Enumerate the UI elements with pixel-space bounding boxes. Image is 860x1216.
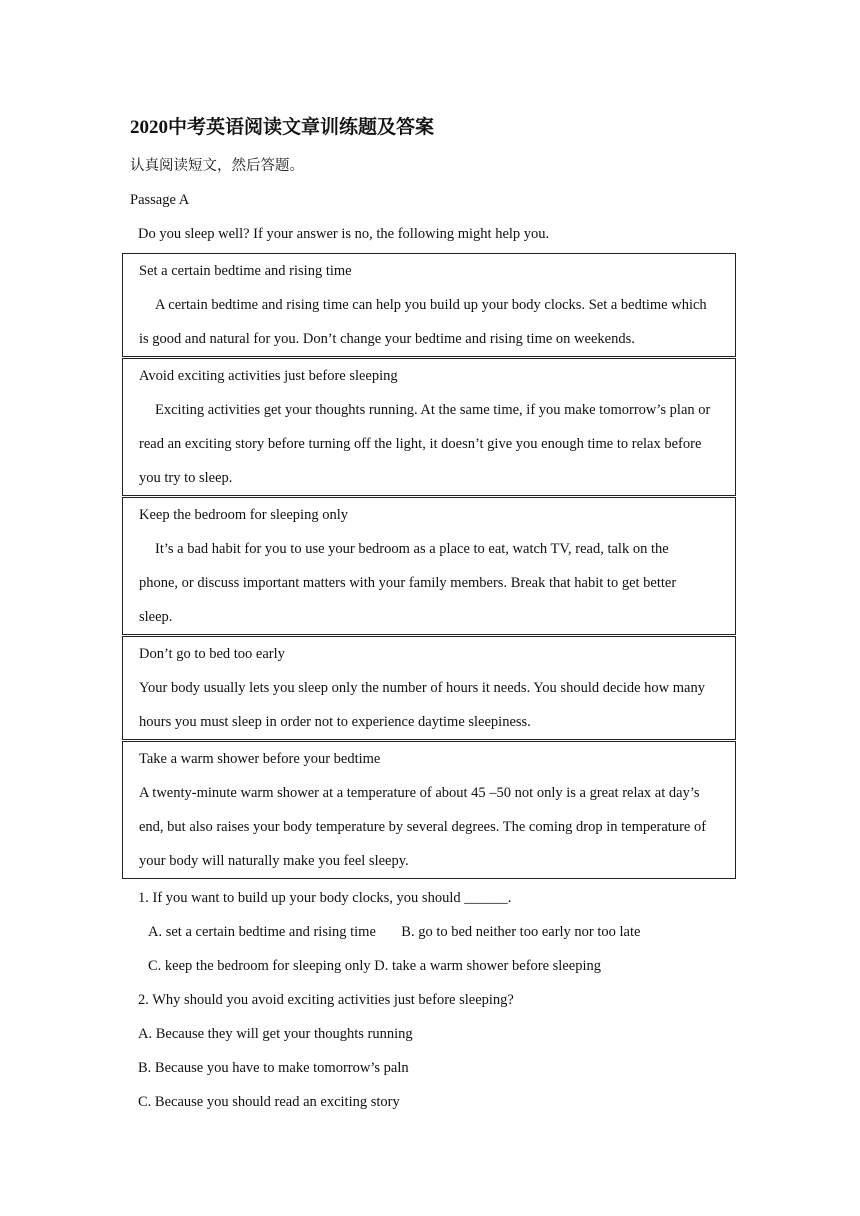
- tip-box-early-bed: [122, 636, 736, 740]
- tip-text-line: phone, or discuss important matters with your family members. Break that habit to get better: [139, 575, 677, 591]
- tip-text-line: read an exciting story before turning off the light, it doesn’t give you enough time to relax before: [139, 436, 702, 452]
- tip-text-line: Exciting activities get your thoughts running. At the same time, if you make tomorrow’s plan or: [155, 402, 711, 418]
- tip-box-bedroom: [122, 497, 736, 635]
- tip-text-line: is good and natural for you. Don’t change your bedtime and rising time on weekends.: [139, 331, 635, 347]
- question-options-line: C. keep the bedroom for sleeping only D. take a warm shower before sleeping: [148, 958, 601, 974]
- tip-text-line: It’s a bad habit for you to use your bedroom as a place to eat, watch TV, read, talk on the: [155, 541, 669, 557]
- tip-box-exciting-activities: [122, 358, 736, 496]
- tip-box-warm-shower: [122, 741, 736, 879]
- tip-heading: Take a warm shower before your bedtime: [139, 751, 381, 767]
- tip-text-line: end, but also raises your body temperature by several degrees. The coming drop in temperature of: [139, 819, 707, 835]
- document-title: 2020中考英语阅读文章训练题及答案: [130, 117, 435, 138]
- tip-text-line: Your body usually lets you sleep only the number of hours it needs. You should decide how many: [139, 680, 705, 696]
- tip-text-line: hours you must sleep in order not to experience daytime sleepiness.: [139, 714, 531, 730]
- tip-text-line: you try to sleep.: [139, 470, 233, 486]
- tip-heading: Keep the bedroom for sleeping only: [139, 507, 348, 523]
- question-option: A. Because they will get your thoughts running: [138, 1026, 413, 1042]
- tip-heading: Set a certain bedtime and rising time: [139, 263, 352, 279]
- tip-text-line: sleep.: [139, 609, 173, 625]
- tip-text-line: your body will naturally make you feel sleepy.: [139, 853, 409, 869]
- passage-label: Passage A: [130, 192, 190, 208]
- question-option: C. Because you should read an exciting story: [138, 1094, 400, 1110]
- instruction-text: 认真阅读短文，然后答题。: [130, 158, 304, 174]
- question-stem: 1. If you want to build up your body clocks, you should ______.: [138, 890, 512, 906]
- tip-heading: Don’t go to bed too early: [139, 646, 285, 662]
- tip-text-line: A twenty-minute warm shower at a temperature of about 45 –50 not only is a great relax at day’s: [139, 785, 700, 801]
- question-option: B. Because you have to make tomorrow’s paln: [138, 1060, 409, 1076]
- tip-heading: Avoid exciting activities just before sleeping: [139, 368, 398, 384]
- question-stem: 2. Why should you avoid exciting activities just before sleeping?: [138, 992, 514, 1008]
- passage-intro: Do you sleep well? If your answer is no, the following might help you.: [138, 226, 550, 242]
- question-options-line: A. set a certain bedtime and rising time B. go to bed neither too early nor too late: [148, 924, 641, 940]
- tip-text-line: A certain bedtime and rising time can help you build up your body clocks. Set a bedtime which: [155, 297, 707, 313]
- tip-box-bedtime: [122, 253, 736, 357]
